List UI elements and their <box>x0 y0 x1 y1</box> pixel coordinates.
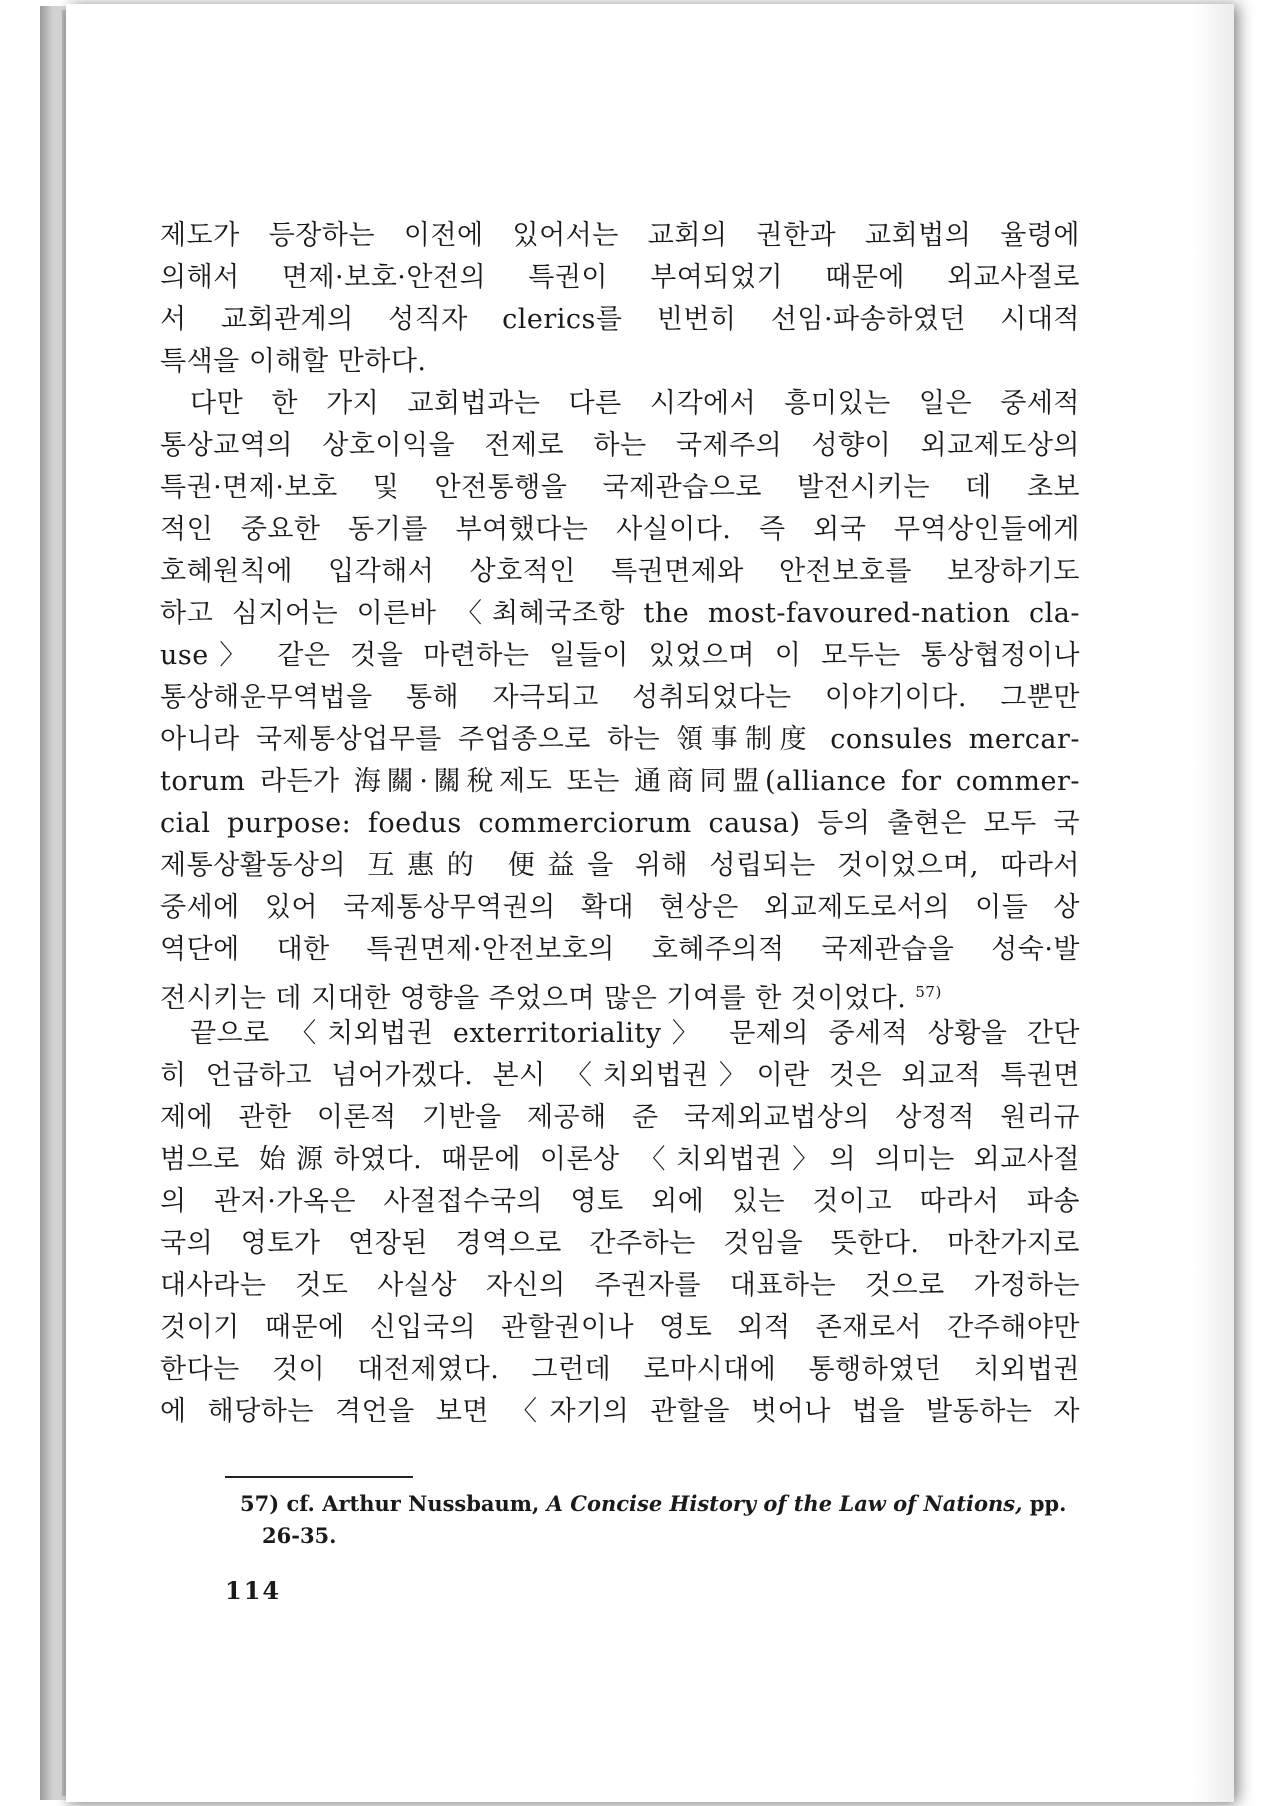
text-line: 하고 심지어는 이른바 〈최혜국조항 the most-favoured-nation cla- <box>160 598 1080 629</box>
text-line: 특색을 이해할 만하다. <box>160 346 427 377</box>
text-line: 아니라 국제통상업무를 주업종으로 하는 領事制度 consules mercar- <box>160 724 1080 755</box>
text-line: 적인 중요한 동기를 부여했다는 사실이다. 즉 외국 무역상인들에게 <box>160 514 1080 545</box>
text-line: 것이기 때문에 신입국의 관할권이나 영토 외적 존재로서 간주해야만 <box>160 1312 1080 1343</box>
page-shadow <box>1194 4 1234 1802</box>
footnote <box>240 1488 1080 1552</box>
text-line: 에 해당하는 격언을 보면 〈자기의 관할을 벗어나 법을 발동하는 자 <box>160 1396 1080 1427</box>
text-line: 통상해운무역법을 통해 자극되고 성취되었다는 이야기이다. 그뿐만 <box>160 682 1080 713</box>
footnote-suffix: pp. <box>1022 1491 1067 1516</box>
text-line: 히 언급하고 넘어가겠다. 본시 〈치외법권〉이란 것은 외교적 특권면 <box>160 1060 1080 1091</box>
text-line: 의 관저·가옥은 사절접수국의 영토 외에 있는 것이고 따라서 파송 <box>160 1186 1080 1217</box>
text-line: 끝으로 〈치외법권 exterritoriality〉 문제의 중세적 상황을 간단 <box>190 1018 1080 1049</box>
footnote-prefix: 57) cf. Arthur Nussbaum, <box>240 1491 547 1516</box>
page-number: 114 <box>225 1576 282 1605</box>
text-line: 역단에 대한 특권면제·안전보호의 호혜주의적 국제관습을 성숙·발 <box>160 934 1080 965</box>
text-line-content: 전시키는 데 지대한 영향을 주었으며 많은 기여를 한 것이었다. <box>160 983 907 1014</box>
text-line: 특권·면제·보호 및 안전통행을 국제관습으로 발전시키는 데 초보 <box>160 472 1080 503</box>
body-text <box>160 215 1080 1433</box>
text-line: 중세에 있어 국제통상무역권의 확대 현상은 외교제도로서의 이들 상 <box>160 892 1080 923</box>
text-line: 국의 영토가 연장된 경역으로 간주하는 것임을 뜻한다. 마찬가지로 <box>160 1228 1080 1259</box>
text-line: 의해서 면제·보호·안전의 특권이 부여되었기 때문에 외교사절로 <box>160 262 1080 293</box>
text-line <box>160 971 1080 1013</box>
text-line: 호혜원칙에 입각해서 상호적인 특권면제와 안전보호를 보장하기도 <box>160 556 1080 587</box>
text-line: 제도가 등장하는 이전에 있어서는 교회의 권한과 교회법의 율령에 <box>160 220 1080 251</box>
text-line: cial purpose: foedus commerciorum causa) 등의 출현은 모두 국 <box>160 808 1080 839</box>
text-line: torum 라든가 海關·關稅제도 또는 通商同盟(alliance for commer- <box>160 766 1080 797</box>
text-line: 다만 한 가지 교회법과는 다른 시각에서 흥미있는 일은 중세적 <box>190 388 1080 419</box>
text-line: 한다는 것이 대전제였다. 그런데 로마시대에 통행하였던 치외법권 <box>160 1354 1080 1385</box>
text-line: 서 교회관계의 성직자 clerics를 빈번히 선임·파송하였던 시대적 <box>160 304 1080 335</box>
text-line: 제통상활동상의 互惠的 便益을 위해 성립되는 것이었으며, 따라서 <box>160 850 1080 881</box>
footnote-line <box>240 1488 1080 1520</box>
footnote-book-title: A Concise History of the Law of Nations, <box>546 1491 1023 1516</box>
text-line: 범으로 始源하였다. 때문에 이론상 〈치외법권〉의 의미는 외교사절 <box>160 1144 1080 1175</box>
footnote-pages: 26-35. <box>262 1523 337 1548</box>
footnote-divider <box>225 1476 413 1478</box>
footnote-marker: 57) <box>915 983 942 1001</box>
text-line: 대사라는 것도 사실상 자신의 주권자를 대표하는 것으로 가정하는 <box>160 1270 1080 1301</box>
text-line: 통상교역의 상호이익을 전제로 하는 국제주의 성향이 외교제도상의 <box>160 430 1080 461</box>
text-line: use〉 같은 것을 마련하는 일들이 있었으며 이 모두는 통상협정이나 <box>160 640 1080 671</box>
text-line: 제에 관한 이론적 기반을 제공해 준 국제외교법상의 상정적 원리규 <box>160 1102 1080 1133</box>
